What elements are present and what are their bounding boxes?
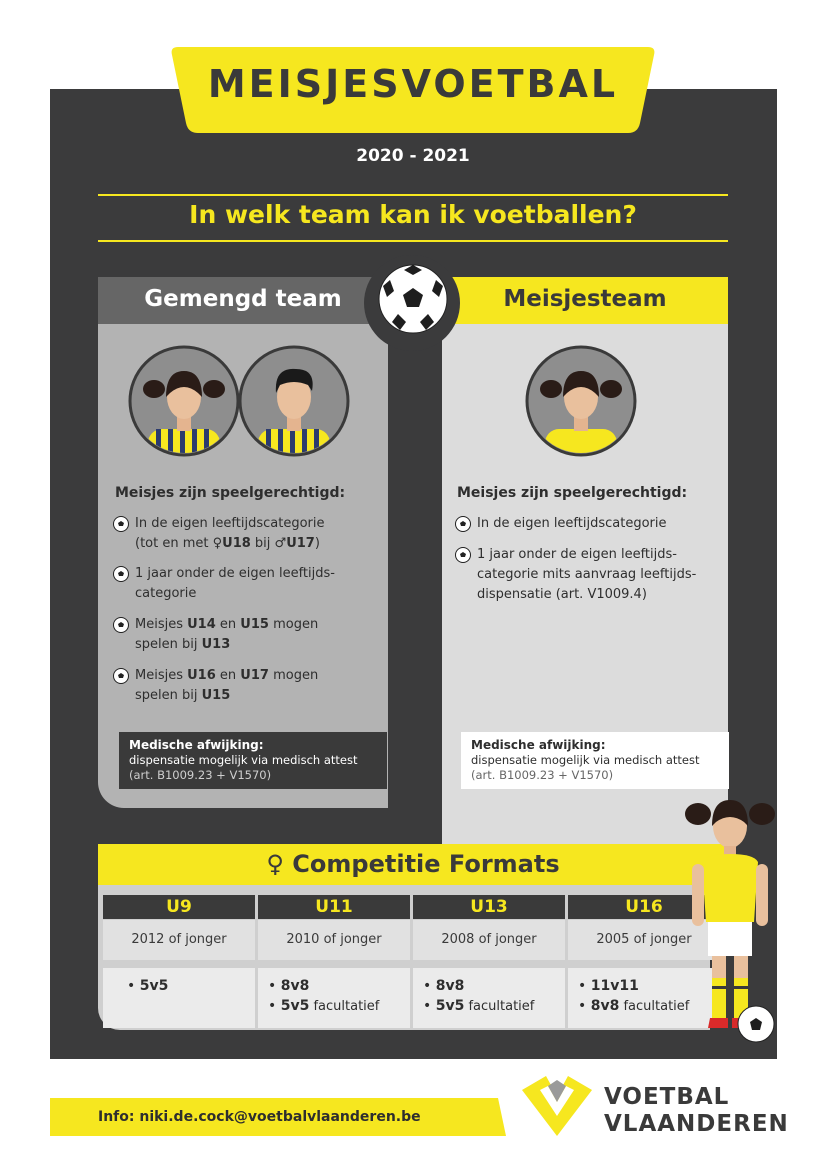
note-title: Medische afwijking:: [471, 738, 606, 752]
format-line: • 5v5 facultatief: [268, 998, 380, 1014]
logo-line-1: VOETBAL: [604, 1084, 730, 1110]
format-line: • 8v8: [423, 978, 465, 994]
gemengd-medical-note: [119, 732, 387, 789]
rule-text: Meisjes U16 en U17 mogen: [135, 668, 319, 683]
meisjes-rules-heading: Meisjes zijn speelgerechtigd:: [457, 485, 688, 501]
age-header-u16: U16: [568, 895, 720, 919]
note-line: dispensatie mogelijk via medisch attest: [471, 753, 700, 767]
gemengd-rule-4: [113, 666, 318, 706]
voetbal-vlaanderen-logo-icon: [522, 1076, 592, 1136]
gemengd-rule-1: [113, 514, 325, 554]
rule-text: dispensatie (art. V1009.4): [477, 587, 647, 602]
format-cell-u11: [258, 968, 410, 1028]
ball-bullet-icon: [113, 566, 129, 582]
divider-top: [98, 194, 728, 196]
format-cell-u13: [413, 968, 565, 1028]
format-line: • 5v5: [127, 978, 169, 994]
divider-bottom: [98, 240, 728, 242]
meisjes-medical-note: [461, 732, 729, 789]
ball-bullet-icon: [455, 547, 471, 563]
football-icon: [378, 264, 448, 334]
rule-text: Meisjes U14 en U15 mogen: [135, 617, 319, 632]
note-line: (art. B1009.23 + V1570): [129, 768, 272, 782]
rule-text: (tot en met ♀U18 bij ♂U17): [135, 536, 320, 551]
year-cell-u9: 2012 of jonger: [103, 920, 255, 960]
girl-player-illustration: [684, 790, 778, 1046]
rule-text: In de eigen leeftijdscategorie: [135, 516, 325, 531]
age-header-u11: U11: [258, 895, 410, 919]
rule-text: categorie mits aanvraag leeftijds-: [477, 567, 697, 582]
meisjes-title: Meisjesteam: [503, 286, 667, 312]
age-header-u13: U13: [413, 895, 565, 919]
season-label: 2020 - 2021: [356, 146, 470, 166]
year-cell-u13: 2008 of jonger: [413, 920, 565, 960]
ball-bullet-icon: [113, 668, 129, 684]
note-title: Medische afwijking:: [129, 738, 264, 752]
year-cell-u16: 2005 of jonger: [568, 920, 720, 960]
girl-yellow-avatar: [525, 345, 637, 457]
gemengd-rules-heading: Meisjes zijn speelgerechtigd:: [115, 485, 346, 501]
ball-bullet-icon: [113, 516, 129, 532]
format-line: • 5v5 facultatief: [423, 998, 535, 1014]
meisjes-rule-2: [455, 545, 696, 605]
year-cell-u11: 2010 of jonger: [258, 920, 410, 960]
rule-text: 1 jaar onder de eigen leeftijds-: [477, 547, 677, 562]
gemengd-rule-2: [113, 564, 335, 604]
rule-text: In de eigen leeftijdscategorie: [477, 516, 667, 531]
ball-bullet-icon: [455, 516, 471, 532]
meisjes-rule-1: [455, 514, 667, 534]
note-line: dispensatie mogelijk via medisch attest: [129, 753, 358, 767]
rule-text: spelen bij U15: [135, 688, 231, 703]
rule-text: categorie: [135, 586, 197, 601]
logo-line-2: VLAANDEREN: [604, 1111, 789, 1137]
format-line: • 8v8 facultatief: [578, 998, 690, 1014]
gemengd-rule-3: [113, 615, 318, 655]
note-line: (art. B1009.23 + V1570): [471, 768, 614, 782]
age-header-u9: U9: [103, 895, 255, 919]
rule-text: spelen bij U13: [135, 637, 231, 652]
format-cell-u9: [103, 968, 255, 1028]
question-heading: In welk team kan ik voetballen?: [189, 200, 637, 229]
voetbal-vlaanderen-logo-text: [604, 1084, 789, 1138]
gemengd-title: Gemengd team: [144, 286, 342, 312]
girl-striped-avatar: [128, 345, 240, 457]
footer-info: Info: niki.de.cock@voetbalvlaanderen.be: [98, 1109, 421, 1125]
competition-title: ♀ Competitie Formats: [266, 850, 560, 878]
ball-bullet-icon: [113, 617, 129, 633]
boy-striped-avatar: [238, 345, 350, 457]
page-title: MEISJESVOETBAL: [207, 62, 619, 106]
rule-text: 1 jaar onder de eigen leeftijds-: [135, 566, 335, 581]
format-line: • 8v8: [268, 978, 310, 994]
format-line: • 11v11: [578, 978, 639, 994]
